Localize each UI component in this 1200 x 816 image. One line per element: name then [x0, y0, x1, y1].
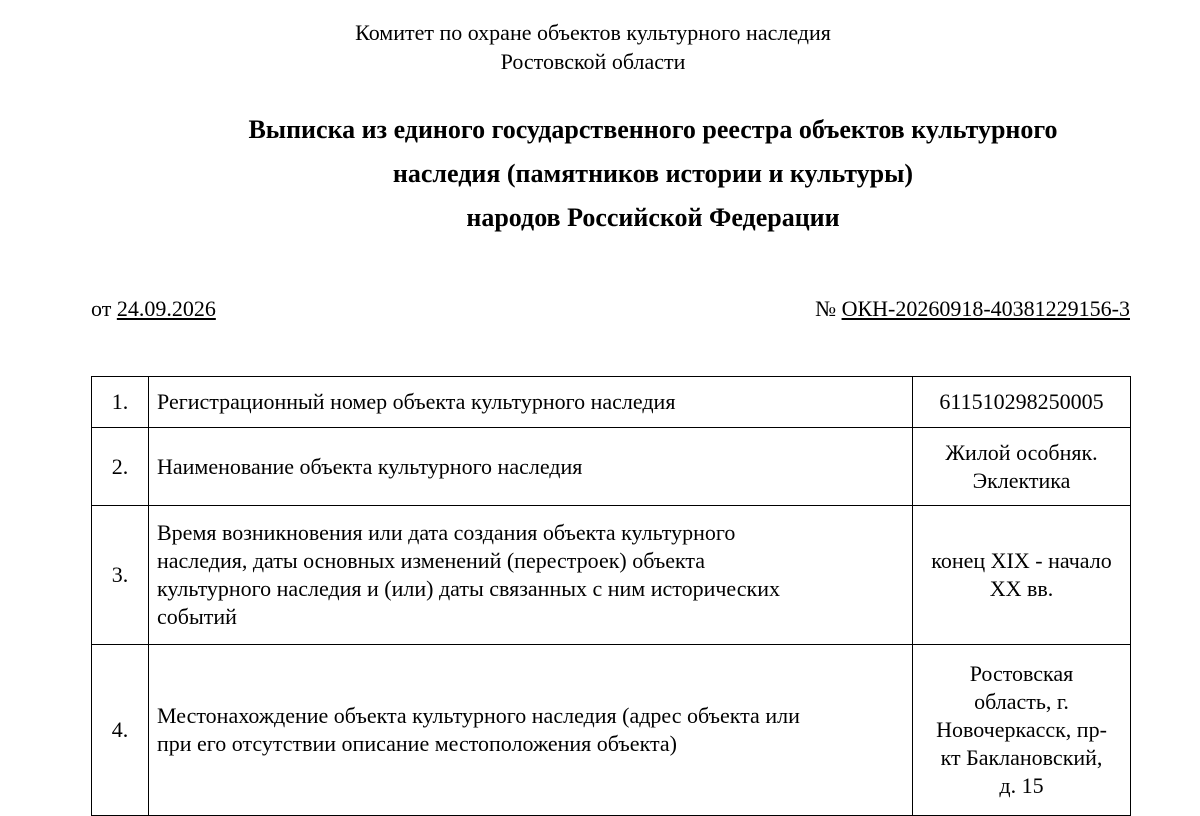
row-number: 4.: [92, 645, 149, 816]
title-line-2: наследия (памятников истории и культуры): [392, 159, 914, 188]
issuing-organization: [0, 18, 1186, 76]
row-number: 3.: [92, 506, 149, 645]
date-prefix: от: [91, 296, 112, 321]
title-line-1: Выписка из единого государственного реестра объектов культурного: [248, 115, 1058, 144]
document-date: [91, 296, 216, 322]
row-label: Местонахождение объекта культурного наследия (адрес объекта или при его отсутствии описание местоположения объекта): [149, 645, 913, 816]
registry-table: [91, 376, 1131, 816]
row-label: Время возникновения или дата создания объекта культурного наследия, даты основных изменений (перестроек) объекта культурного наследия и (или) даты связанных с ним исторических событий: [149, 506, 913, 645]
number-value: ОКН-20260918-40381229156-3: [841, 296, 1130, 321]
row-number: 2.: [92, 428, 149, 506]
title-line-3: народов Российской Федерации: [466, 203, 840, 232]
document-number: [815, 296, 1130, 322]
row-number: 1.: [92, 377, 149, 428]
row-label: Регистрационный номер объекта культурного наследия: [149, 377, 913, 428]
document-title: [0, 108, 1200, 240]
organization-line-1: Комитет по охране объектов культурного наследия: [355, 20, 831, 45]
row-value: конец XIX - начало XX вв.: [913, 506, 1131, 645]
date-value: 24.09.2026: [116, 296, 216, 321]
table-row: [92, 377, 1131, 428]
number-prefix: №: [815, 296, 837, 321]
row-value: 611510298250005: [913, 377, 1131, 428]
row-value: Ростовская область, г. Новочеркасск, пр- кт Баклановский, д. 15: [913, 645, 1131, 816]
table-row: [92, 506, 1131, 645]
table-row: [92, 428, 1131, 506]
organization-line-2: Ростовской области: [500, 49, 686, 74]
row-label: Наименование объекта культурного наследия: [149, 428, 913, 506]
row-value: Жилой особняк. Эклектика: [913, 428, 1131, 506]
table-row: [92, 645, 1131, 816]
